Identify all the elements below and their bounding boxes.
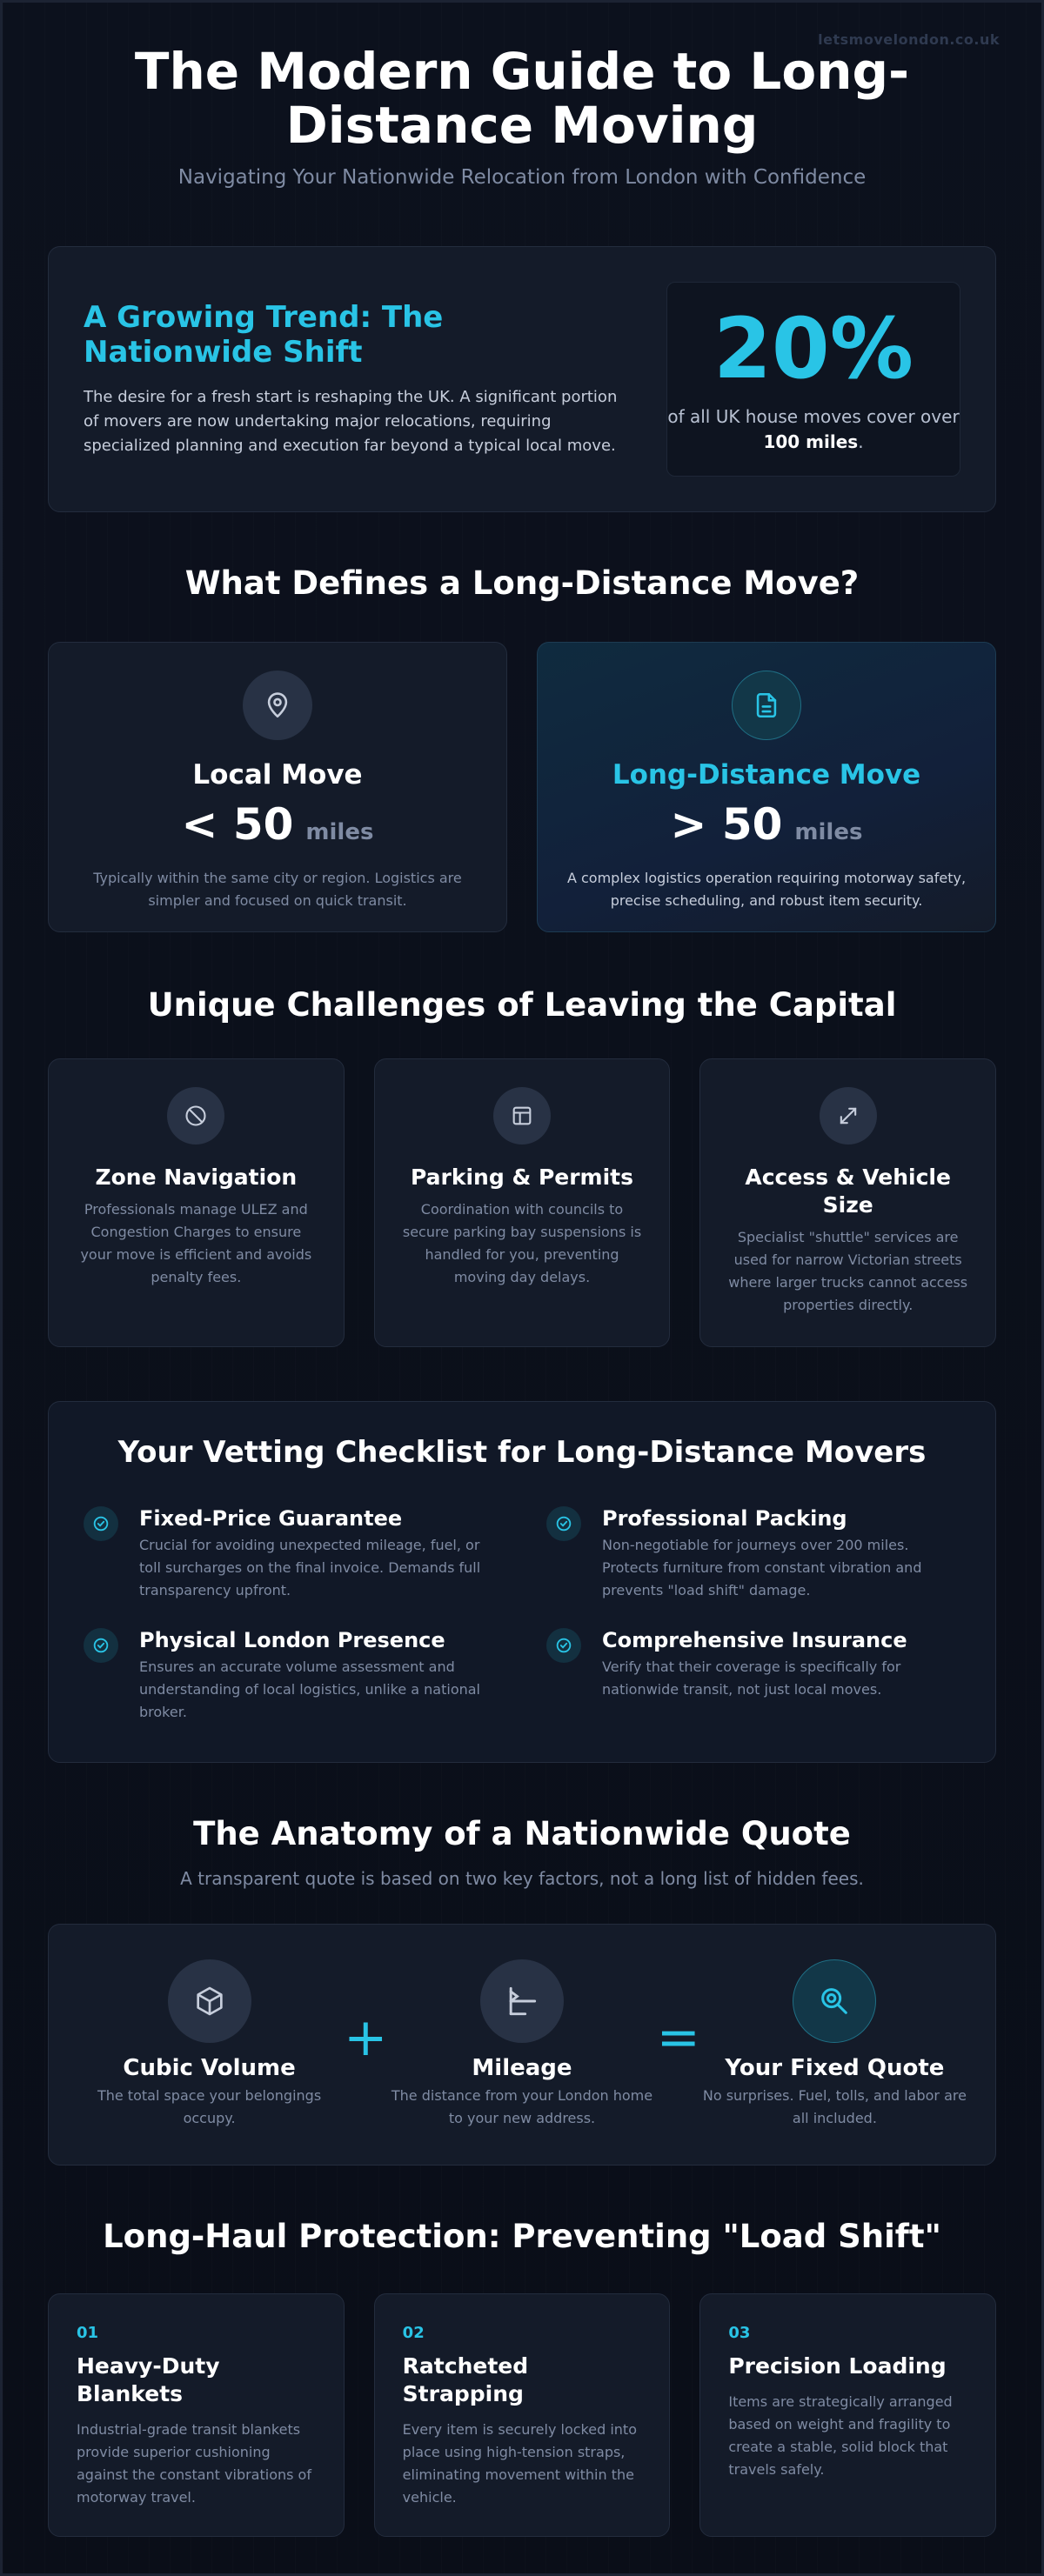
local-move-card (48, 642, 507, 932)
protection-card (374, 2293, 671, 2537)
checklist-item (84, 1628, 498, 1724)
challenge-title: Access & Vehicle Size (745, 1165, 951, 1218)
quote-result (700, 1959, 969, 2130)
document-icon (732, 671, 801, 740)
long-distance-distance (538, 799, 995, 850)
challenge-desc: Professionals manage ULEZ and Congestion Charges to ensure your move is efficient and avoids penalty fees. (80, 1201, 312, 1285)
protection-desc: Every item is securely locked into place using high-tension straps, eliminating movement within the vehicle. (402, 2421, 637, 2506)
stat-caption (667, 404, 960, 455)
resize-arrow-icon (820, 1087, 877, 1145)
protection-number: 02 (402, 2324, 425, 2342)
long-distance-unit: miles (794, 819, 863, 845)
check-badge-icon (84, 1506, 118, 1541)
page-subtitle: Navigating Your Nationwide Relocation from London with Confidence (177, 166, 867, 189)
layout-icon (493, 1087, 551, 1145)
anatomy-subtitle: A transparent quote is based on two key factors, not a long list of hidden fees. (180, 1868, 864, 1889)
challenges-heading: Unique Challenges of Leaving the Capital (147, 986, 897, 1024)
checklist-item-desc: Ensures an accurate volume assessment and understanding of local logistics, unlike a national broker. (139, 1658, 480, 1720)
trend-card (48, 246, 996, 512)
no-entry-icon (167, 1087, 224, 1145)
equals-sign: = (656, 2007, 700, 2068)
challenge-title: Parking & Permits (411, 1165, 634, 1190)
checklist-item-title: Professional Packing (602, 1506, 847, 1531)
trend-heading: A Growing Trend: The Nationwide Shift (84, 300, 444, 370)
checklist-item-desc: Non-negotiable for journeys over 200 miles. Protects furniture from constant vibration and prevents "load shift" damage. (602, 1537, 922, 1598)
stat-caption-end: . (858, 431, 864, 452)
protection-title: Heavy-Duty Blankets (77, 2353, 220, 2406)
challenge-card (48, 1058, 345, 1347)
stat-caption-bold: 100 miles (763, 431, 859, 452)
stat-box (666, 282, 960, 477)
checklist-item-desc: Verify that their coverage is specifically for nationwide transit, not just local moves. (602, 1658, 901, 1698)
long-distance-title: Long-Distance Move (612, 759, 921, 791)
protection-heading: Long-Haul Protection: Preventing "Load Shift" (103, 2218, 941, 2255)
checklist-item (546, 1506, 960, 1602)
protection-card (48, 2293, 345, 2537)
challenge-card (374, 1058, 671, 1347)
page-title: The Modern Guide to Long-Distance Moving (134, 42, 910, 155)
long-distance-card (537, 642, 996, 932)
checklist-item-desc: Crucial for avoiding unexpected mileage, fuel, or toll surcharges on the final invoice. Demands full transparency upfront. (139, 1537, 481, 1598)
checklist-card (48, 1401, 996, 1763)
local-move-distance (49, 799, 506, 850)
site-watermark: letsmovelondon.co.uk (818, 31, 1000, 48)
protection-title: Ratcheted Strapping (402, 2353, 529, 2406)
quote-formula-card (48, 1924, 996, 2166)
quote-factor-title: Mileage (472, 2055, 572, 2081)
challenge-desc: Coordination with councils to secure parking bay suspensions is handled for you, preventing moving day delays. (402, 1201, 642, 1285)
stat-caption-text: of all UK house moves cover over (667, 406, 960, 427)
quote-result-desc: No surprises. Fuel, tolls, and labor are all included. (702, 2087, 967, 2126)
defines-heading: What Defines a Long-Distance Move? (184, 564, 860, 602)
challenge-card (699, 1058, 996, 1347)
checklist-item (546, 1628, 960, 1724)
trend-body: The desire for a fresh start is reshaping the UK. A significant portion of movers are now undertaking major relocations, requiring specialized planning and execution far beyond a typical local move. (84, 388, 618, 455)
quote-factor (387, 1959, 656, 2130)
cube-icon (168, 1959, 251, 2043)
checklist-item-title: Comprehensive Insurance (602, 1628, 907, 1652)
check-badge-icon (84, 1628, 118, 1663)
local-move-title: Local Move (192, 759, 363, 791)
stat-value: 20% (713, 300, 914, 397)
protection-title: Precision Loading (728, 2353, 947, 2379)
protection-desc: Industrial-grade transit blankets provide superior cushioning against the constant vibrations of motorway travel. (77, 2421, 311, 2506)
challenge-title: Zone Navigation (95, 1165, 298, 1190)
route-icon (480, 1959, 564, 2043)
challenges-section (48, 1058, 996, 1347)
protection-number: 01 (77, 2324, 99, 2342)
quote-factor-desc: The total space your belongings occupy. (97, 2087, 322, 2126)
checklist-grid (84, 1506, 960, 1724)
challenge-desc: Specialist "shuttle" services are used for narrow Victorian streets where larger trucks cannot access properties directly. (728, 1229, 968, 1313)
protection-desc: Items are strategically arranged based on weight and fragility to create a stable, solid block that travels safely. (728, 2393, 953, 2478)
quote-result-title: Your Fixed Quote (725, 2055, 945, 2081)
anatomy-header (48, 1815, 996, 1889)
local-move-desc: Typically within the same city or region. Logistics are simpler and focused on quick transit. (93, 870, 462, 909)
check-badge-icon (546, 1628, 581, 1663)
local-move-value: < 50 (181, 799, 294, 850)
search-check-icon (793, 1959, 876, 2043)
protection-section (48, 2293, 996, 2537)
plus-sign: + (344, 2007, 388, 2068)
trend-text (84, 300, 666, 458)
checklist-item-title: Physical London Presence (139, 1628, 445, 1652)
defines-section (48, 642, 996, 932)
map-pin-icon (243, 671, 312, 740)
protection-card (699, 2293, 996, 2537)
anatomy-heading: The Anatomy of a Nationwide Quote (193, 1815, 851, 1852)
checklist-heading: Your Vetting Checklist for Long-Distance Movers (117, 1435, 927, 1470)
quote-factor-title: Cubic Volume (123, 2055, 296, 2081)
protection-number: 03 (728, 2324, 751, 2342)
checklist-item-title: Fixed-Price Guarantee (139, 1506, 403, 1531)
long-distance-desc: A complex logistics operation requiring motorway safety, precise scheduling, and robust item security. (566, 870, 967, 909)
local-move-unit: miles (305, 819, 374, 845)
long-distance-value: > 50 (670, 799, 783, 850)
checklist-item (84, 1506, 498, 1602)
quote-factor-desc: The distance from your London home to your new address. (391, 2087, 653, 2126)
check-badge-icon (546, 1506, 581, 1541)
quote-factor (75, 1959, 344, 2130)
